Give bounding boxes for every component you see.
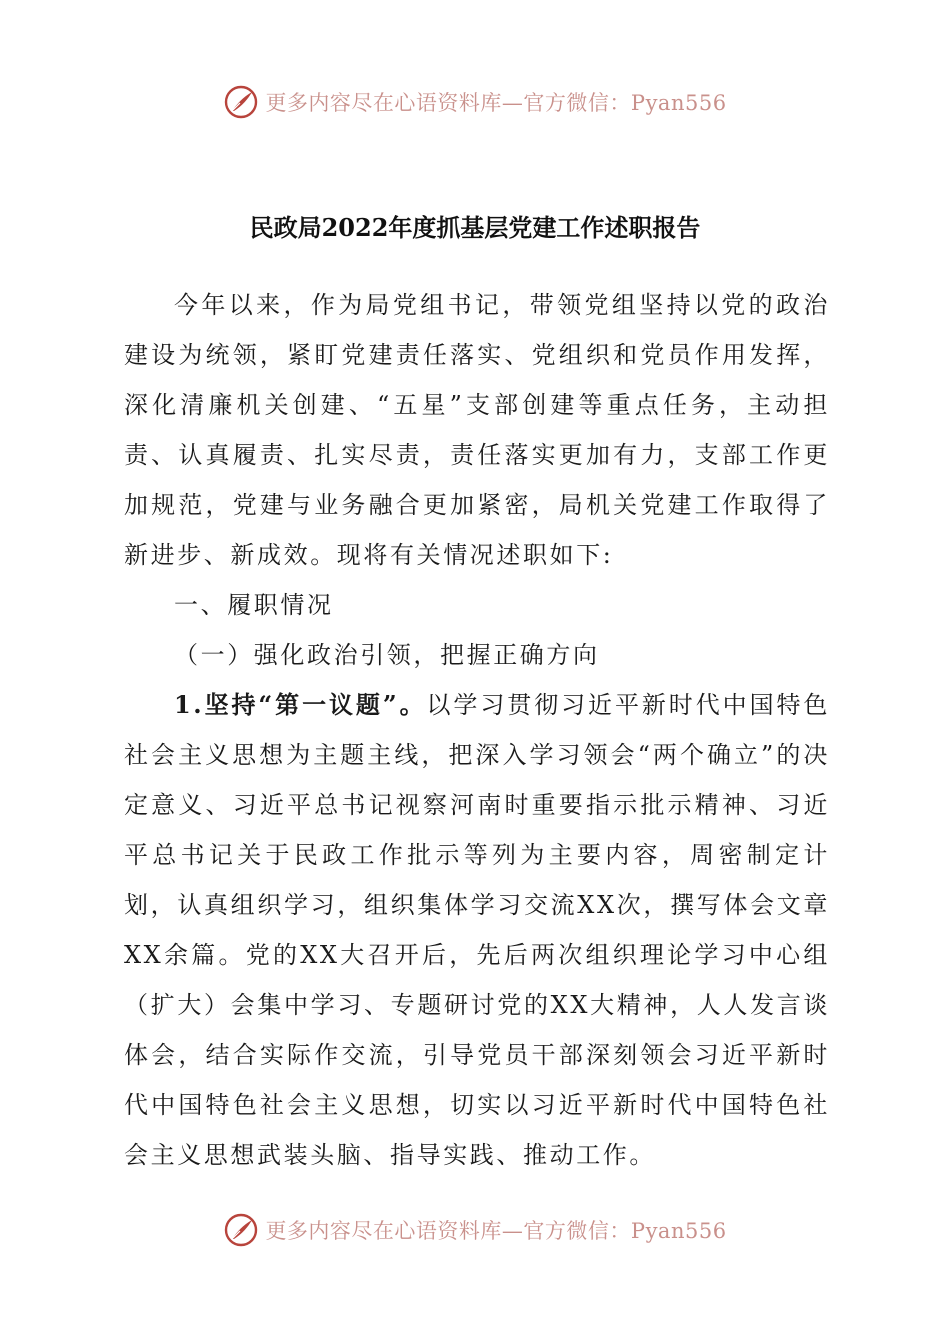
watermark-banner-top: [0, 82, 950, 122]
subsection-heading: （一）强化政治引领，把握正确方向: [174, 641, 600, 669]
section-heading: 一、履职情况: [174, 591, 334, 619]
watermark-text: 更多内容尽在心语资料库—官方微信：Pyan556: [265, 1219, 727, 1243]
item-paragraph: [124, 680, 830, 1180]
watermark-text: 更多内容尽在心语资料库—官方微信：Pyan556: [265, 91, 727, 115]
watermark-banner-bottom: [0, 1210, 950, 1250]
item-body: 以学习贯彻习近平新时代中国特色社会主义思想为主题主线，把深入学习领会“两个确立”的决定意义、习近平总书记视察河南时重要指示批示精神、习近平总书记关于民政工作批示等列为主要内容，周密制定计划，认真组织学习，组织集体学习交流XX次，撰写体会文章XX余篇。党的XX大召开后，先后两次组织理论学习中心组（扩大）会集中学习、专题研讨党的XX大精神，人人发言谈体会，结合实际作交流，引导党员干部深刻领会习近平新时代中国特色社会主义思想，切实以习近平新时代中国特色社会主义思想武装头脑、指导实践、推动工作。: [124, 691, 831, 1169]
document-title: 民政局2022年度抓基层党建工作述职报告: [249, 213, 701, 242]
intro-paragraph: 今年以来，作为局党组书记，带领党组坚持以党的政治建设为统领，紧盯党建责任落实、党组织和党员作用发挥，深化清廉机关创建、“五星”支部创建等重点任务，主动担责、认真履责、扎实尽责，责任落实更加有力，支部工作更加规范，党建与业务融合更加紧密，局机关党建工作取得了新进步、新成效。现将有关情况述职如下:: [124, 291, 830, 569]
item-lead: 1.坚持“第一议题”。: [174, 690, 427, 719]
document-body: [124, 280, 830, 1180]
feather-pen-logo-icon: [223, 84, 259, 120]
feather-pen-logo-icon: [223, 1212, 259, 1248]
